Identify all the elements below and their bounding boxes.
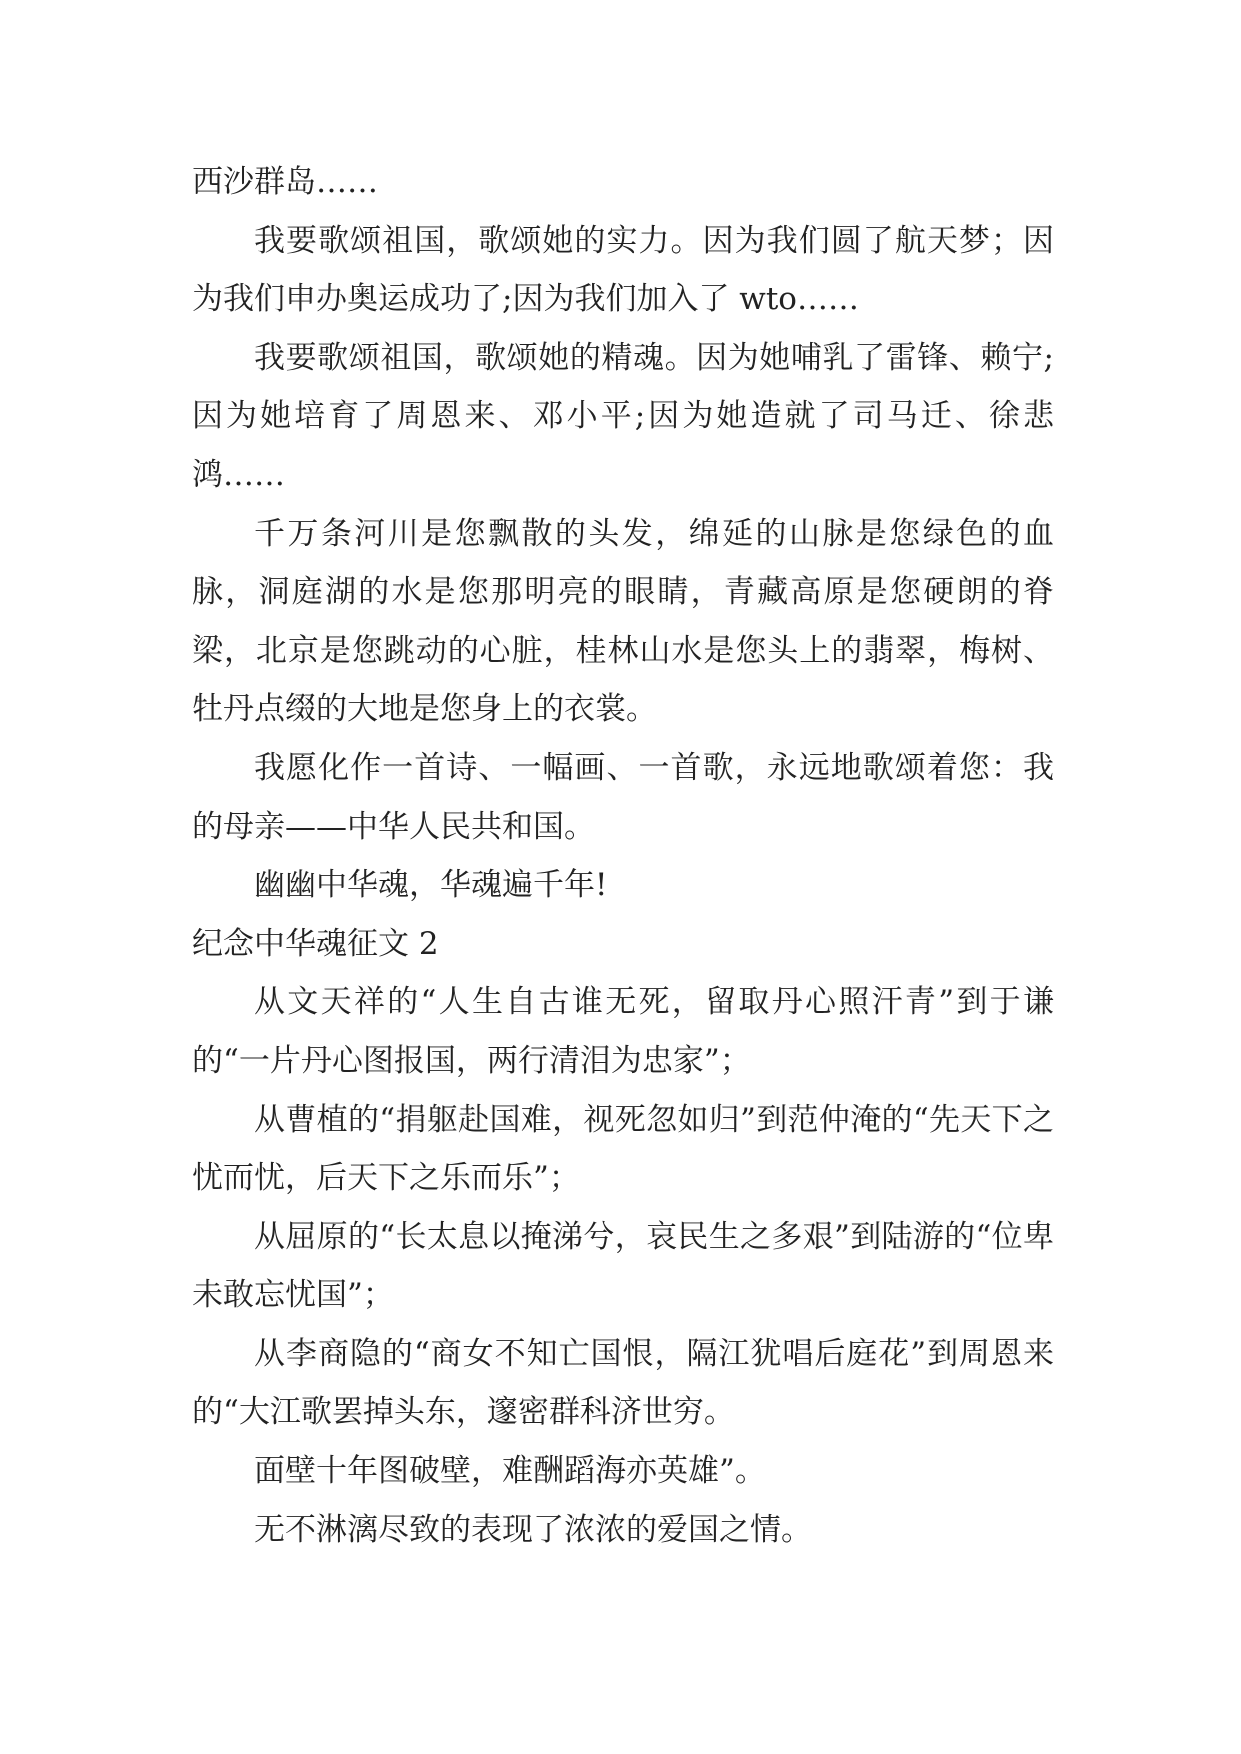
paragraph: 我要歌颂祖国，歌颂她的实力。因为我们圆了航天梦；因为我们申办奥运成功了;因为我们加入了 wto…… [192, 222, 1054, 318]
paragraph: 幽幽中华魂，华魂遍千年! [254, 867, 608, 904]
section-heading: 纪念中华魂征文 2 [192, 925, 439, 962]
paragraph: 千万条河川是您飘散的头发，绵延的山脉是您绿色的血脉，洞庭湖的水是您那明亮的眼睛，青藏高原是您硬朗的脊梁，北京是您跳动的心脏，桂林山水是您头上的翡翠，梅树、牡丹点缀的大地是您身上的衣裳。 [192, 515, 1054, 728]
paragraph: 从屈原的“长太息以掩涕兮，哀民生之多艰”到陆游的“位卑未敢忘忧国”； [192, 1218, 1054, 1314]
paragraph: 无不淋漓尽致的表现了浓浓的爱国之情。 [254, 1511, 812, 1548]
paragraph: 面壁十年图破壁，难酬蹈海亦英雄”。 [254, 1453, 766, 1490]
paragraph: 西沙群岛…… [192, 164, 378, 200]
paragraph: 我愿化作一首诗、一幅画、一首歌，永远地歌颂着您：我的母亲——中华人民共和国。 [192, 749, 1054, 845]
paragraph: 从曹植的“捐躯赴国难，视死忽如归”到范仲淹的“先天下之忧而忧，后天下之乐而乐”； [192, 1101, 1054, 1197]
paragraph: 从文天祥的“人生自古谁无死，留取丹心照汗青”到于谦的“一片丹心图报国，两行清泪为忠家”； [192, 984, 1054, 1079]
paragraph: 我要歌颂祖国，歌颂她的精魂。因为她哺乳了雷锋、赖宁;因为她培育了周恩来、邓小平;因为她造就了司马迁、徐悲鸿…… [192, 339, 1054, 493]
document-body [192, 153, 1054, 1559]
paragraph: 从李商隐的“商女不知亡国恨，隔江犹唱后庭花”到周恩来的“大江歌罢掉头东，邃密群科济世穷。 [192, 1335, 1054, 1431]
